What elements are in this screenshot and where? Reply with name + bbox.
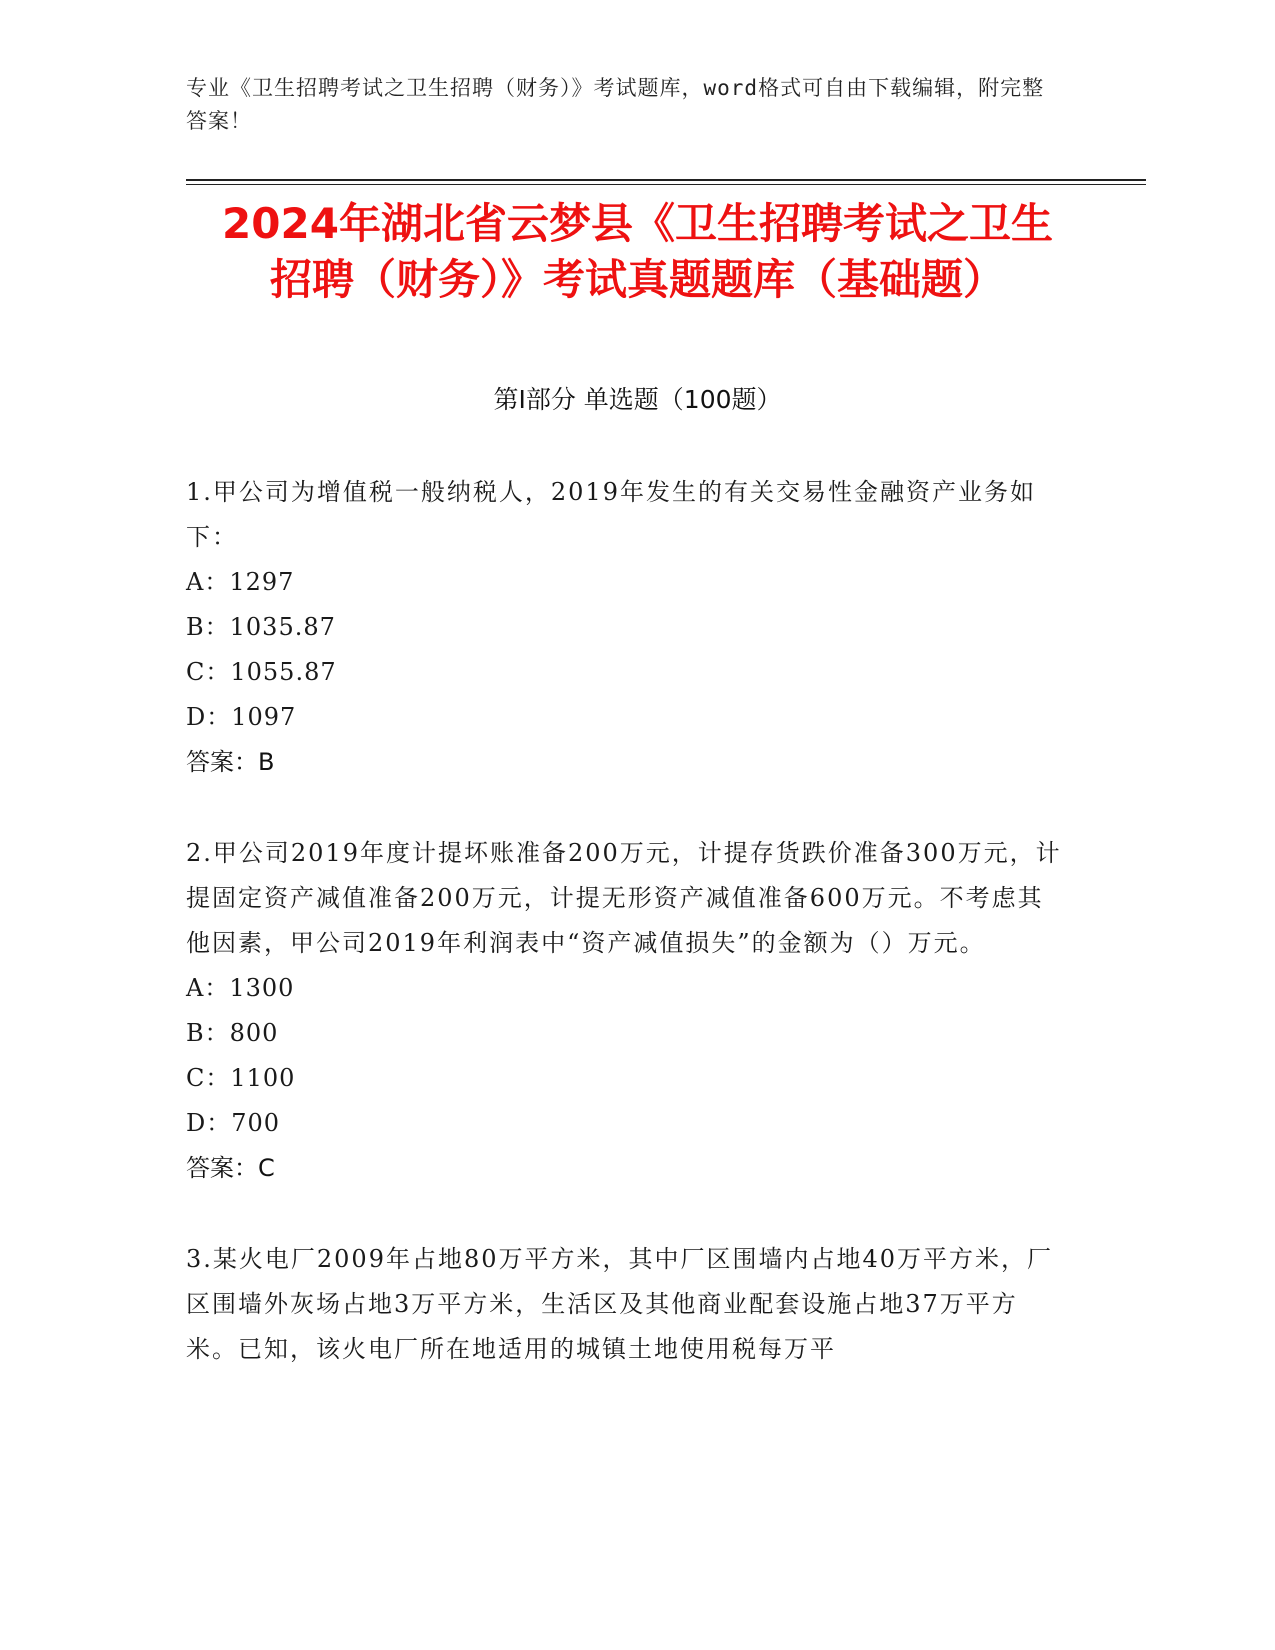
question-stem: 1.甲公司为增值税一般纳税人，2019年发生的有关交易性金融资产业务如下： [186, 478, 1036, 551]
question-1 [186, 470, 1066, 785]
header-note: 专业《卫生招聘考试之卫生招聘（财务）》考试题库，word格式可自由下载编辑，附完整答案！ [186, 76, 1045, 133]
option-c: C：1055.87 [186, 658, 337, 686]
header-divider-thin [186, 184, 1146, 185]
question-stem: 3.某火电厂2009年占地80万平方米，其中厂区围墙内占地40万平方米，厂区围墙外灰场占地3万平方米，生活区及其他商业配套设施占地37万平方米。已知，该火电厂所在地适用的城镇土地使用税每万平 [186, 1245, 1054, 1363]
option-b: B：800 [186, 1019, 279, 1047]
title-line-2: 招聘（财务）》考试真题题库（基础题） [269, 255, 1005, 304]
answer: 答案：C [186, 1154, 275, 1182]
section-heading: 第Ⅰ部分 单选题（100题） [493, 385, 782, 414]
header-divider-thick [186, 179, 1146, 181]
title-line-1: 2024年湖北省云梦县《卫生招聘考试之卫生 [222, 199, 1053, 248]
option-a: A：1297 [186, 568, 295, 596]
question-3 [186, 1237, 1066, 1372]
question-2 [186, 831, 1066, 1191]
answer: 答案：B [186, 748, 275, 776]
question-list [186, 470, 1066, 1418]
option-d: D：700 [186, 1109, 281, 1137]
option-a: A：1300 [186, 974, 295, 1002]
document-title [150, 196, 1125, 308]
option-d: D：1097 [186, 703, 297, 731]
option-c: C：1100 [186, 1064, 296, 1092]
option-b: B：1035.87 [186, 613, 336, 641]
question-stem: 2.甲公司2019年度计提坏账准备200万元，计提存货跌价准备300万元，计提固定资产减值准备200万元，计提无形资产减值准备600万元。不考虑其他因素，甲公司2019年利润表中“资产减值损失”的金额为（）万元。 [186, 839, 1062, 957]
